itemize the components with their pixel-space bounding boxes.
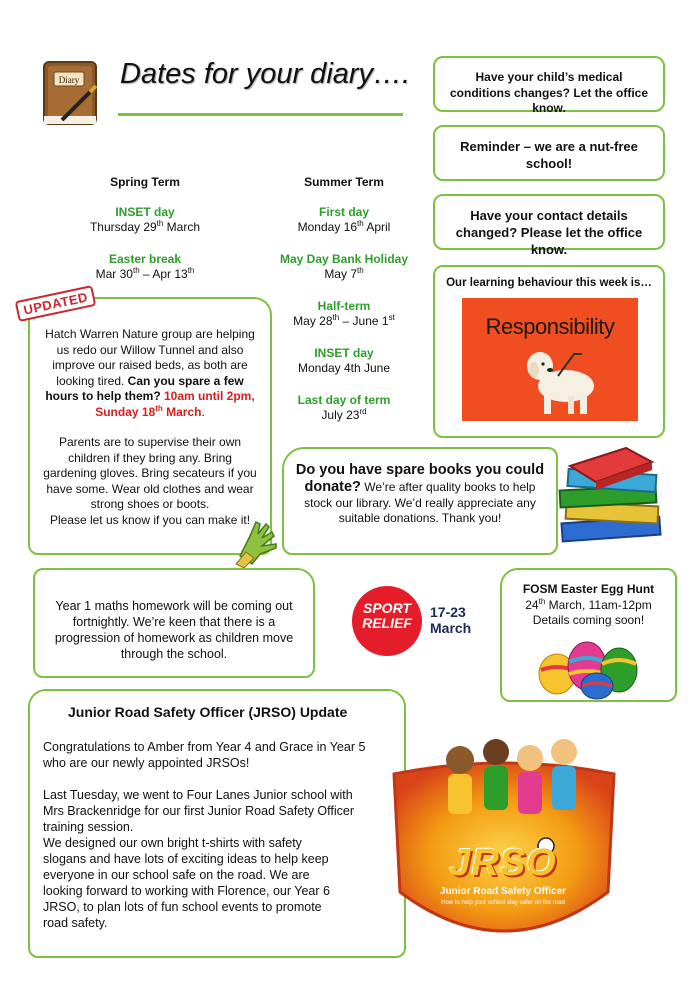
halfterm-dates: May 28th – June 1st: [293, 313, 395, 328]
spring-inset-label: INSET day: [115, 204, 175, 219]
sport-relief-dates: 17-23: [430, 604, 466, 620]
first-day-date: Monday 16th April: [297, 219, 391, 234]
last-day-date: July 23rd: [321, 407, 367, 422]
dog-icon: [520, 342, 600, 418]
easter-break-label: Easter break: [108, 251, 182, 266]
halfterm-label: Half-term: [317, 298, 371, 313]
svg-text:Diary: Diary: [58, 75, 80, 85]
jrso-paragraph-2: Last Tuesday, we went to Four Lanes Junior school with Mrs Brackenridge for our first Junior Road Safety Officer training session.: [43, 788, 354, 834]
maths-homework-box: [33, 568, 315, 678]
jrso-badge-subtitle: Junior Road Safety Officer: [439, 886, 567, 897]
maths-homework-text: Year 1 maths homework will be coming out fortnightly. We’re keen that there is a progression of homework as children move through the school.: [54, 599, 294, 661]
sport-relief-month: March: [430, 620, 472, 636]
title-underline: [118, 113, 403, 116]
contact-notice-text: Have your contact details changed? Please let the office know.: [455, 208, 643, 257]
mayday-label: May Day Bank Holiday: [279, 251, 409, 266]
summer-term-heading: Summer Term: [304, 175, 384, 189]
fosm-date: 24th March, 11am-12pm: [525, 596, 652, 612]
summer-inset-label: INSET day: [314, 345, 374, 360]
medical-notice-text: Have your child’s medical conditions changes? Let the office know.: [449, 70, 649, 115]
book-donation-text: donate? We’re after quality books to help stock our library. We’d really appreciate any suitable donations. Thank you!: [304, 479, 536, 525]
responsibility-word: Responsibility: [485, 314, 615, 339]
spring-term-column: [70, 175, 220, 283]
sport-relief-logo: SPORT RELIEF 17-23 March: [352, 586, 482, 658]
nut-free-notice: [433, 125, 665, 181]
books-stack-icon: [556, 442, 666, 546]
page-title: Dates for your diary….: [120, 58, 411, 90]
learning-behaviour-box: [433, 265, 665, 438]
book-donation-heading: Do you have spare books you could: [295, 462, 545, 478]
jrso-heading: Junior Road Safety Officer (JRSO) Update: [68, 704, 348, 720]
fosm-details: Details coming soon!: [532, 613, 645, 627]
responsibility-image: [462, 298, 638, 421]
updated-stamp: UPDATED: [15, 285, 97, 322]
first-day-label: First day: [318, 204, 369, 219]
nature-paragraph-1: Hatch Warren Nature group are helping us redo our Willow Tunnel and also improve our raised beds, as both are looking tired. Can you spare a few hours to help them? 10am until 2pm, Sunday 18th March.: [45, 327, 255, 419]
book-donation-box: [282, 447, 558, 555]
gardening-gloves-icon: [232, 516, 284, 568]
fosm-title: FOSM Easter Egg Hunt: [522, 582, 655, 596]
jrso-badge: [388, 712, 620, 960]
spring-inset-date: Thursday 29th March: [89, 219, 201, 234]
jrso-badge-text: JRSO: [449, 842, 557, 884]
jrso-paragraph-1: Congratulations to Amber from Year 4 and Grace in Year 5 who are our newly appointed JRSOs!: [43, 740, 366, 770]
medical-notice: [433, 56, 665, 115]
contact-notice: [433, 194, 665, 257]
spring-term-heading: Spring Term: [110, 175, 180, 189]
nature-paragraph-2: Parents are to supervise their own children if they bring any. Bring gardening gloves. Bring secateurs if you have some. Wear old clothes and wear strong shoes or boots.: [43, 435, 257, 511]
mayday-date: May 7th: [324, 266, 364, 281]
diary-book-icon: [42, 58, 100, 128]
easter-break-dates: Mar 30th – Apr 13th: [95, 266, 195, 281]
easter-eggs-icon: [535, 634, 643, 700]
jrso-update-box: [28, 689, 406, 958]
jrso-paragraph-3: We designed our own bright t-shirts with safety slogans and have lots of exciting ideas to help keep everyone in our school safe on the road. We are looking forward to working with Florence, our Year 6 JRSO, to plan lots of fun school events to promote road safety.: [43, 836, 330, 930]
last-day-label: Last day of term: [297, 392, 391, 407]
nut-free-text: Reminder – we are a nut-free school!: [460, 139, 638, 171]
summer-term-column: [268, 175, 420, 424]
jrso-badge-tagline: How to help your school stay safer on the road: [441, 900, 565, 906]
nature-paragraph-3: Please let us know if you can make it!: [49, 512, 251, 527]
learning-heading: Our learning behaviour this week is…: [446, 277, 652, 289]
summer-inset-date: Monday 4th June: [297, 361, 391, 375]
